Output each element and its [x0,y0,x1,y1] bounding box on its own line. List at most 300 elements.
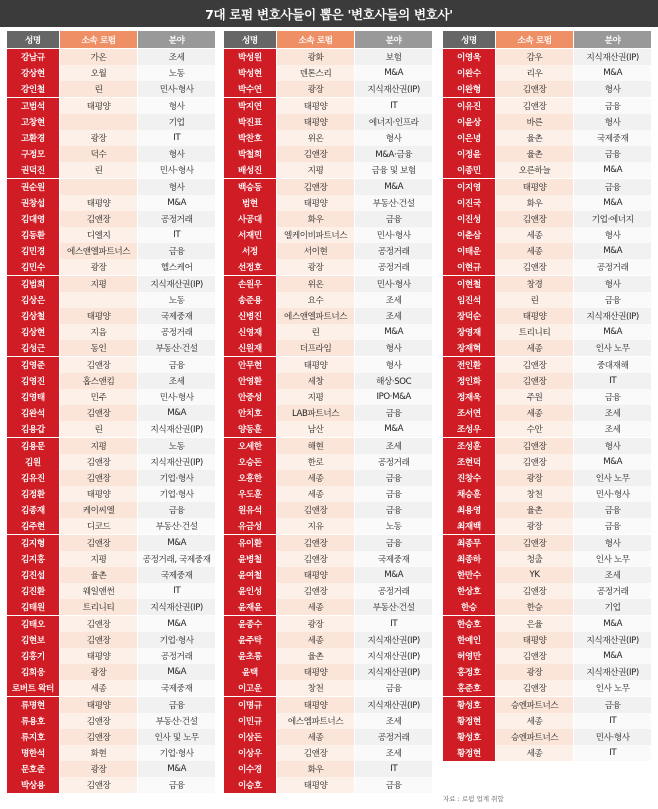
header-firm: 소속 로펌 [277,31,355,48]
lawyer-name: 이춘삼 [443,227,495,243]
lawyer-name: 김영진 [7,373,59,389]
lawyer-name: 안치호 [224,405,276,421]
table-row [7,616,215,632]
practice-field: 금융 [355,470,432,486]
lawyer-name: 고환경 [7,130,59,146]
law-firm: 김앤장 [496,98,574,114]
practice-field: M&A [138,664,215,680]
table-row [224,745,432,761]
lawyer-name: 전인환 [443,357,495,373]
law-firm: 태평양 [60,195,138,211]
table-row [7,389,215,405]
header-field: 분야 [138,31,215,48]
table-row [224,65,432,81]
lawyer-name: 최재백 [443,518,495,534]
lawyer-name: 황정현 [443,745,495,761]
law-firm: 태평양 [60,697,138,713]
lawyer-name: 유이환 [224,535,276,551]
law-firm: 요수 [277,292,355,308]
table-row [7,130,215,146]
lawyer-name: 신영재 [224,324,276,340]
table-row [7,761,215,777]
table-row [7,632,215,648]
practice-field: 기업·형사 [138,470,215,486]
law-firm: 청출 [496,551,574,567]
law-firm: 에스앤엘파트너스 [60,243,138,259]
law-firm: 디코드 [60,518,138,534]
law-firm: 디엘지 [60,227,138,243]
lawyer-name: 한승호 [443,616,495,632]
table-row [7,664,215,680]
table-header [224,31,432,48]
practice-field: 국제중재 [355,551,432,567]
header-field: 분야 [355,31,432,48]
lawyer-name: 권창섭 [7,195,59,211]
law-firm: 광장 [277,616,355,632]
law-firm: 김앤장 [277,146,355,162]
lawyer-name: 김민수 [7,259,59,275]
table-row [443,227,651,243]
lawyer-name: 임진석 [443,292,495,308]
practice-field: M&A [574,65,651,81]
practice-field: 형사 [574,276,651,292]
lawyer-name: 이현철 [443,276,495,292]
table-row [7,49,215,65]
practice-field: 중대재해 [574,357,651,373]
practice-field: 인사 노무 [574,340,651,356]
practice-field: M&A [574,243,651,259]
practice-field: 부동산·건설 [355,195,432,211]
practice-field: 조세 [355,713,432,729]
lawyer-name: 최종무 [443,535,495,551]
table-row [443,632,651,648]
table-row [224,98,432,114]
law-firm: 감우 [496,49,574,65]
practice-field: 금융 [574,292,651,308]
practice-field: 형사 [138,146,215,162]
lawyer-name: 신원재 [224,340,276,356]
practice-field: 금융 [355,535,432,551]
lawyer-name: 정인화 [443,373,495,389]
table-row [443,357,651,373]
law-firm: 지음 [60,324,138,340]
practice-field: 형사 [355,340,432,356]
lawyer-name: 이진국 [443,195,495,211]
practice-field: IT [574,373,651,389]
law-firm: 에스엠파트너스 [277,713,355,729]
practice-field: IPO·M&A [355,389,432,405]
lawyer-name: 선정호 [224,259,276,275]
table-row [443,680,651,696]
lawyer-name: 황성호 [443,697,495,713]
table-row [443,179,651,195]
table-row [7,535,215,551]
practice-field: 금융 [574,98,651,114]
law-firm: 김앤장 [496,583,574,599]
practice-field: 형사 [574,227,651,243]
table-row [224,49,432,65]
law-firm: 태평양 [277,195,355,211]
lawyer-name: 유금성 [224,518,276,534]
law-firm: 린 [60,162,138,178]
practice-field: M&A [574,616,651,632]
practice-field: M&A [138,616,215,632]
lawyer-name: 한승 [443,599,495,615]
table-row [7,98,215,114]
lawyer-name: 배성진 [224,162,276,178]
law-firm: 동인 [60,340,138,356]
table-row [7,470,215,486]
lawyer-name: 김상현 [7,324,59,340]
law-firm: 리우 [496,65,574,81]
practice-field: 조세 [355,745,432,761]
law-firm: 율촌 [496,146,574,162]
law-firm: 화우 [277,211,355,227]
table-row [7,551,215,567]
table-row [443,535,651,551]
law-firm: 광장 [60,761,138,777]
law-firm: 세종 [60,680,138,696]
lawyer-name: 이유진 [443,98,495,114]
table-row [224,583,432,599]
table-row [443,713,651,729]
lawyer-name: 김용갑 [7,421,59,437]
table-row [443,454,651,470]
practice-field: M&A [574,454,651,470]
law-firm: 광장 [60,259,138,275]
lawyer-name: 오세한 [224,438,276,454]
practice-field: 기업·형사 [138,632,215,648]
practice-field: 국제중재 [138,308,215,324]
practice-field: 금융 [138,243,215,259]
table-row [443,259,651,275]
practice-field: 보험 [355,49,432,65]
practice-field: 해상·SOC [355,373,432,389]
header-firm: 소속 로펌 [496,31,574,48]
table-row [224,405,432,421]
lawyer-name: 김영준 [7,357,59,373]
lawyer-name: 김범희 [7,276,59,292]
law-firm: 태평양 [277,777,355,793]
lawyer-name: 이진성 [443,211,495,227]
lawyer-name: 김지형 [7,535,59,551]
lawyer-name: 김태오 [7,616,59,632]
table-row [7,65,215,81]
practice-field: 형사 [574,81,651,97]
page-title: 7대 로펌 변호사들이 뽑은 '변호사들의 변호사' [0,0,658,27]
table-row [443,98,651,114]
header-name: 성명 [443,31,495,48]
lawyer-name: 김상철 [7,308,59,324]
table-row [224,664,432,680]
lawyer-name: 손원우 [224,276,276,292]
lawyer-name: 이수경 [224,761,276,777]
practice-field: 공정거래 [355,583,432,599]
table-row [224,146,432,162]
law-firm: 김앤장 [277,583,355,599]
practice-field: 금융 및 보험 [355,162,432,178]
lawyer-name: 신병진 [224,308,276,324]
law-firm: 세종 [277,729,355,745]
practice-field: 인사 노무 [574,680,651,696]
table-row [7,421,215,437]
practice-field: 형사 [138,98,215,114]
table-row [224,357,432,373]
law-firm: 율촌 [60,567,138,583]
table-row [224,680,432,696]
practice-field: 에너지·인프라 [355,114,432,130]
lawyer-name: 윤병철 [224,551,276,567]
table-row [443,518,651,534]
lawyer-name: 윤재윤 [224,599,276,615]
law-firm: 민주 [60,389,138,405]
table-row [443,470,651,486]
practice-field: 금융 [574,179,651,195]
table-row [7,680,215,696]
table-row [224,227,432,243]
table-row [7,729,215,745]
table-row [443,211,651,227]
law-firm: 김앤장 [496,438,574,454]
practice-field: 민사·형사 [355,227,432,243]
lawyer-name: 윤인성 [224,583,276,599]
lawyer-name: 김상은 [7,292,59,308]
practice-field: 공정거래 [355,259,432,275]
table-row [224,567,432,583]
practice-field: 지식재산권(IP) [138,599,215,615]
practice-field: 지식재산권(IP) [355,664,432,680]
lawyer-name: 허영만 [443,648,495,664]
practice-field: 기업 [138,114,215,130]
law-firm: 김앤장 [60,211,138,227]
table-row [224,470,432,486]
practice-field: 부동산·건설 [138,713,215,729]
practice-field: 금융 [138,697,215,713]
header-name: 성명 [7,31,59,48]
law-firm: 율촌 [496,130,574,146]
table-row [7,486,215,502]
law-firm: 김앤장 [60,535,138,551]
law-firm: 태평양 [60,308,138,324]
lawyer-name: 김정환 [7,486,59,502]
lawyer-name: 김대영 [7,211,59,227]
law-firm: 화우 [496,195,574,211]
table-row [7,357,215,373]
table-row [7,599,215,615]
table-row [7,648,215,664]
table-row [443,114,651,130]
law-firm: 광장 [496,518,574,534]
table-row [7,454,215,470]
law-firm: 더프라임 [277,340,355,356]
lawyer-name: 김진섭 [7,567,59,583]
table-row [224,438,432,454]
table-row [224,535,432,551]
law-firm: 태평양 [60,98,138,114]
table-row [224,697,432,713]
law-firm: 화현 [60,745,138,761]
practice-field: 지식재산권(IP) [138,276,215,292]
table-row [224,130,432,146]
table-row [443,65,651,81]
lawyer-name: 범현 [224,195,276,211]
law-firm: 위온 [277,276,355,292]
law-firm: 창천 [496,486,574,502]
law-firm: 해현 [277,438,355,454]
practice-field: 형사 [574,438,651,454]
table-row [224,179,432,195]
practice-field: 조세 [138,49,215,65]
law-firm: 세종 [496,745,574,761]
practice-field: 금융 [574,518,651,534]
law-firm: 태평양 [277,114,355,130]
lawyer-name: 이종민 [443,162,495,178]
law-firm: 트리니티 [60,599,138,615]
law-firm: 태평양 [60,648,138,664]
lawyer-name: 오승돈 [224,454,276,470]
law-firm: 가온 [60,49,138,65]
lawyer-name: 안무현 [224,357,276,373]
practice-field: 금융 [355,211,432,227]
table-row [224,551,432,567]
practice-field: 인사 노무 [574,470,651,486]
lawyer-name: 이민규 [224,713,276,729]
lawyer-name: 사공대 [224,211,276,227]
law-firm: 세창 [277,373,355,389]
lawyer-name: 류명현 [7,697,59,713]
table-row [7,114,215,130]
table-row [443,697,651,713]
table-row [7,146,215,162]
law-firm: 태평양 [277,357,355,373]
practice-field: 지식재산권(IP) [355,697,432,713]
lawyer-name: 윤종수 [224,616,276,632]
practice-field: 민사·형사 [138,162,215,178]
law-firm: 율촌 [496,502,574,518]
law-firm: 덴톤스리 [277,65,355,81]
law-firm: 트리니티 [496,324,574,340]
lawyer-name: 양동훈 [224,421,276,437]
table-row [443,276,651,292]
law-firm: 은율 [496,616,574,632]
law-firm: 지평 [60,551,138,567]
lawyer-name: 이지영 [443,179,495,195]
table-row [224,243,432,259]
table-row [443,745,651,761]
lawyer-name: 진창수 [443,470,495,486]
lawyer-name: 김진환 [7,583,59,599]
law-firm: 창천 [277,680,355,696]
law-firm: 태평양 [277,664,355,680]
lawyer-name: 장영재 [443,324,495,340]
law-firm: 에스앤엘파트너스 [277,308,355,324]
law-firm: 세종 [277,632,355,648]
lawyer-name: 황성호 [443,729,495,745]
header-name: 성명 [224,31,276,48]
table-row [443,551,651,567]
practice-field: 민사·형사 [138,81,215,97]
table-row [443,664,651,680]
practice-field: 공정거래, 국제중재 [138,551,215,567]
law-firm: 태평양 [496,632,574,648]
practice-field: 노동 [138,65,215,81]
practice-field: 민사·형사 [574,729,651,745]
practice-field: 인사 및 노무 [138,729,215,745]
law-firm: 홉스앤킴 [60,373,138,389]
table-row [7,276,215,292]
lawyer-name: 박성현 [224,65,276,81]
practice-field: M&A [138,535,215,551]
lawyer-name: 이정윤 [443,146,495,162]
lawyer-name: 김태원 [7,599,59,615]
practice-field: 금융 [138,502,215,518]
lawyer-name: 서정 [224,243,276,259]
table-row [7,227,215,243]
lawyer-name: 이명규 [224,697,276,713]
table-row [7,292,215,308]
table-row [224,373,432,389]
practice-field: 금융 [574,697,651,713]
law-firm: 김앤장 [60,777,138,793]
table-row [7,259,215,275]
law-firm [60,179,138,195]
law-firm: 지평 [277,162,355,178]
lawyer-name: 최종하 [443,551,495,567]
law-firm: 한로 [277,454,355,470]
practice-field: 지식재산권(IP) [574,308,651,324]
law-firm: 태평양 [277,98,355,114]
practice-field: 지식재산권(IP) [355,632,432,648]
law-firm: 김앤장 [277,179,355,195]
law-firm: 케이씨엘 [60,502,138,518]
lawyer-table-1 [7,31,215,794]
lawyer-name: 이완수 [443,65,495,81]
table-row [7,373,215,389]
law-firm: 김앤장 [496,535,574,551]
law-firm: 세종 [496,227,574,243]
law-firm: 광장 [496,664,574,680]
practice-field: 조세 [355,308,432,324]
law-firm: 창경 [496,276,574,292]
lawyer-name: 김성근 [7,340,59,356]
law-firm: 세종 [277,486,355,502]
lawyer-name: 박철희 [224,146,276,162]
lawyer-name: 서재민 [224,227,276,243]
practice-field: M&A [355,324,432,340]
practice-field: 금융 [574,389,651,405]
lawyer-name: 윤주탁 [224,632,276,648]
table-row [224,389,432,405]
practice-field: 조세 [138,373,215,389]
table-row [7,81,215,97]
table-row [224,195,432,211]
practice-field: M&A [355,65,432,81]
law-firm: 서이현 [277,243,355,259]
practice-field: M&A·금융 [355,146,432,162]
practice-field: 부동산·건설 [355,599,432,615]
lawyer-name: 송준용 [224,292,276,308]
lawyer-name: 김홍기 [7,648,59,664]
practice-field: 조세 [574,405,651,421]
practice-field: M&A [355,179,432,195]
practice-field: 헬스케어 [138,259,215,275]
law-firm: 수안 [496,421,574,437]
law-firm: 김앤장 [277,551,355,567]
law-firm: 김앤장 [496,81,574,97]
lawyer-name: 박진표 [224,114,276,130]
table-row [443,486,651,502]
lawyer-name: 김완석 [7,405,59,421]
